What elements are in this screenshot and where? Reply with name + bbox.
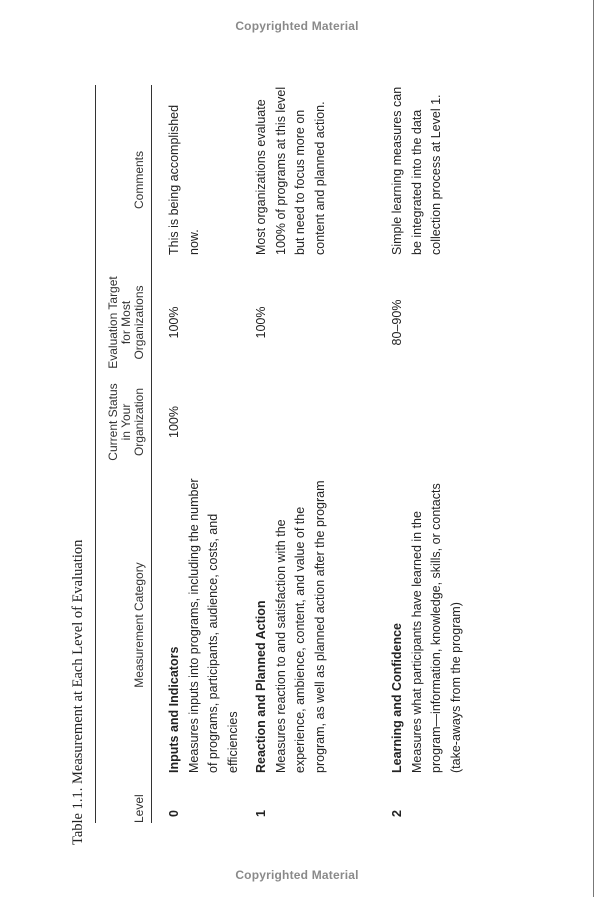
copyright-header: Copyrighted Material: [235, 19, 359, 33]
row-target: 80–90%: [390, 299, 404, 346]
row-level: 1: [254, 810, 268, 817]
category-description: Measures inputs into programs, including the number of programs, participants, audience, costs, and efficiencies: [186, 478, 240, 773]
column-header-level: Level: [132, 794, 146, 823]
row-comments: This is being accomplished now.: [167, 104, 201, 255]
row-current-status: 100%: [167, 406, 181, 438]
category-title: Inputs and Indicators: [167, 646, 181, 773]
row-comments: Simple learning measures can be integrated into the data collection process at Level 1.: [390, 86, 443, 255]
column-header-category: Measurement Category: [132, 562, 146, 688]
row-category: [388, 473, 466, 773]
table: [70, 85, 500, 845]
category-title: Reaction and Planned Action: [254, 600, 268, 773]
category-description: Measures what participants have learned in the program—information, knowledge, skills, or contacts (take-aways from the program): [409, 483, 463, 773]
column-header-current-status: Current Status in Your Organization: [106, 383, 146, 461]
row-comments: Most organizations evaluate 100% of programs at this level but need to focus more on content and planned action.: [254, 86, 327, 255]
table-title: Table 1.1. Measurement at Each Level of Evaluation: [70, 539, 86, 845]
category-title: Learning and Confidence: [390, 622, 404, 773]
category-description: Measures reaction to and satisfaction with the experience, ambience, content, and value of the program, as well as planned action after the program: [273, 480, 327, 773]
rotated-table-region: [70, 85, 500, 845]
row-level: 0: [167, 810, 181, 817]
row-category: [165, 473, 243, 773]
row-target: 100%: [254, 306, 268, 339]
row-target: 100%: [167, 306, 181, 339]
table-header-rule: [151, 85, 152, 823]
table-top-rule: [95, 85, 96, 823]
row-category: [252, 473, 330, 773]
column-header-evaluation-target: Evaluation Target for Most Organizations: [106, 276, 146, 369]
copyright-footer: Copyrighted Material: [235, 868, 359, 882]
column-header-comments: Comments: [132, 151, 146, 210]
row-level: 2: [390, 810, 404, 817]
